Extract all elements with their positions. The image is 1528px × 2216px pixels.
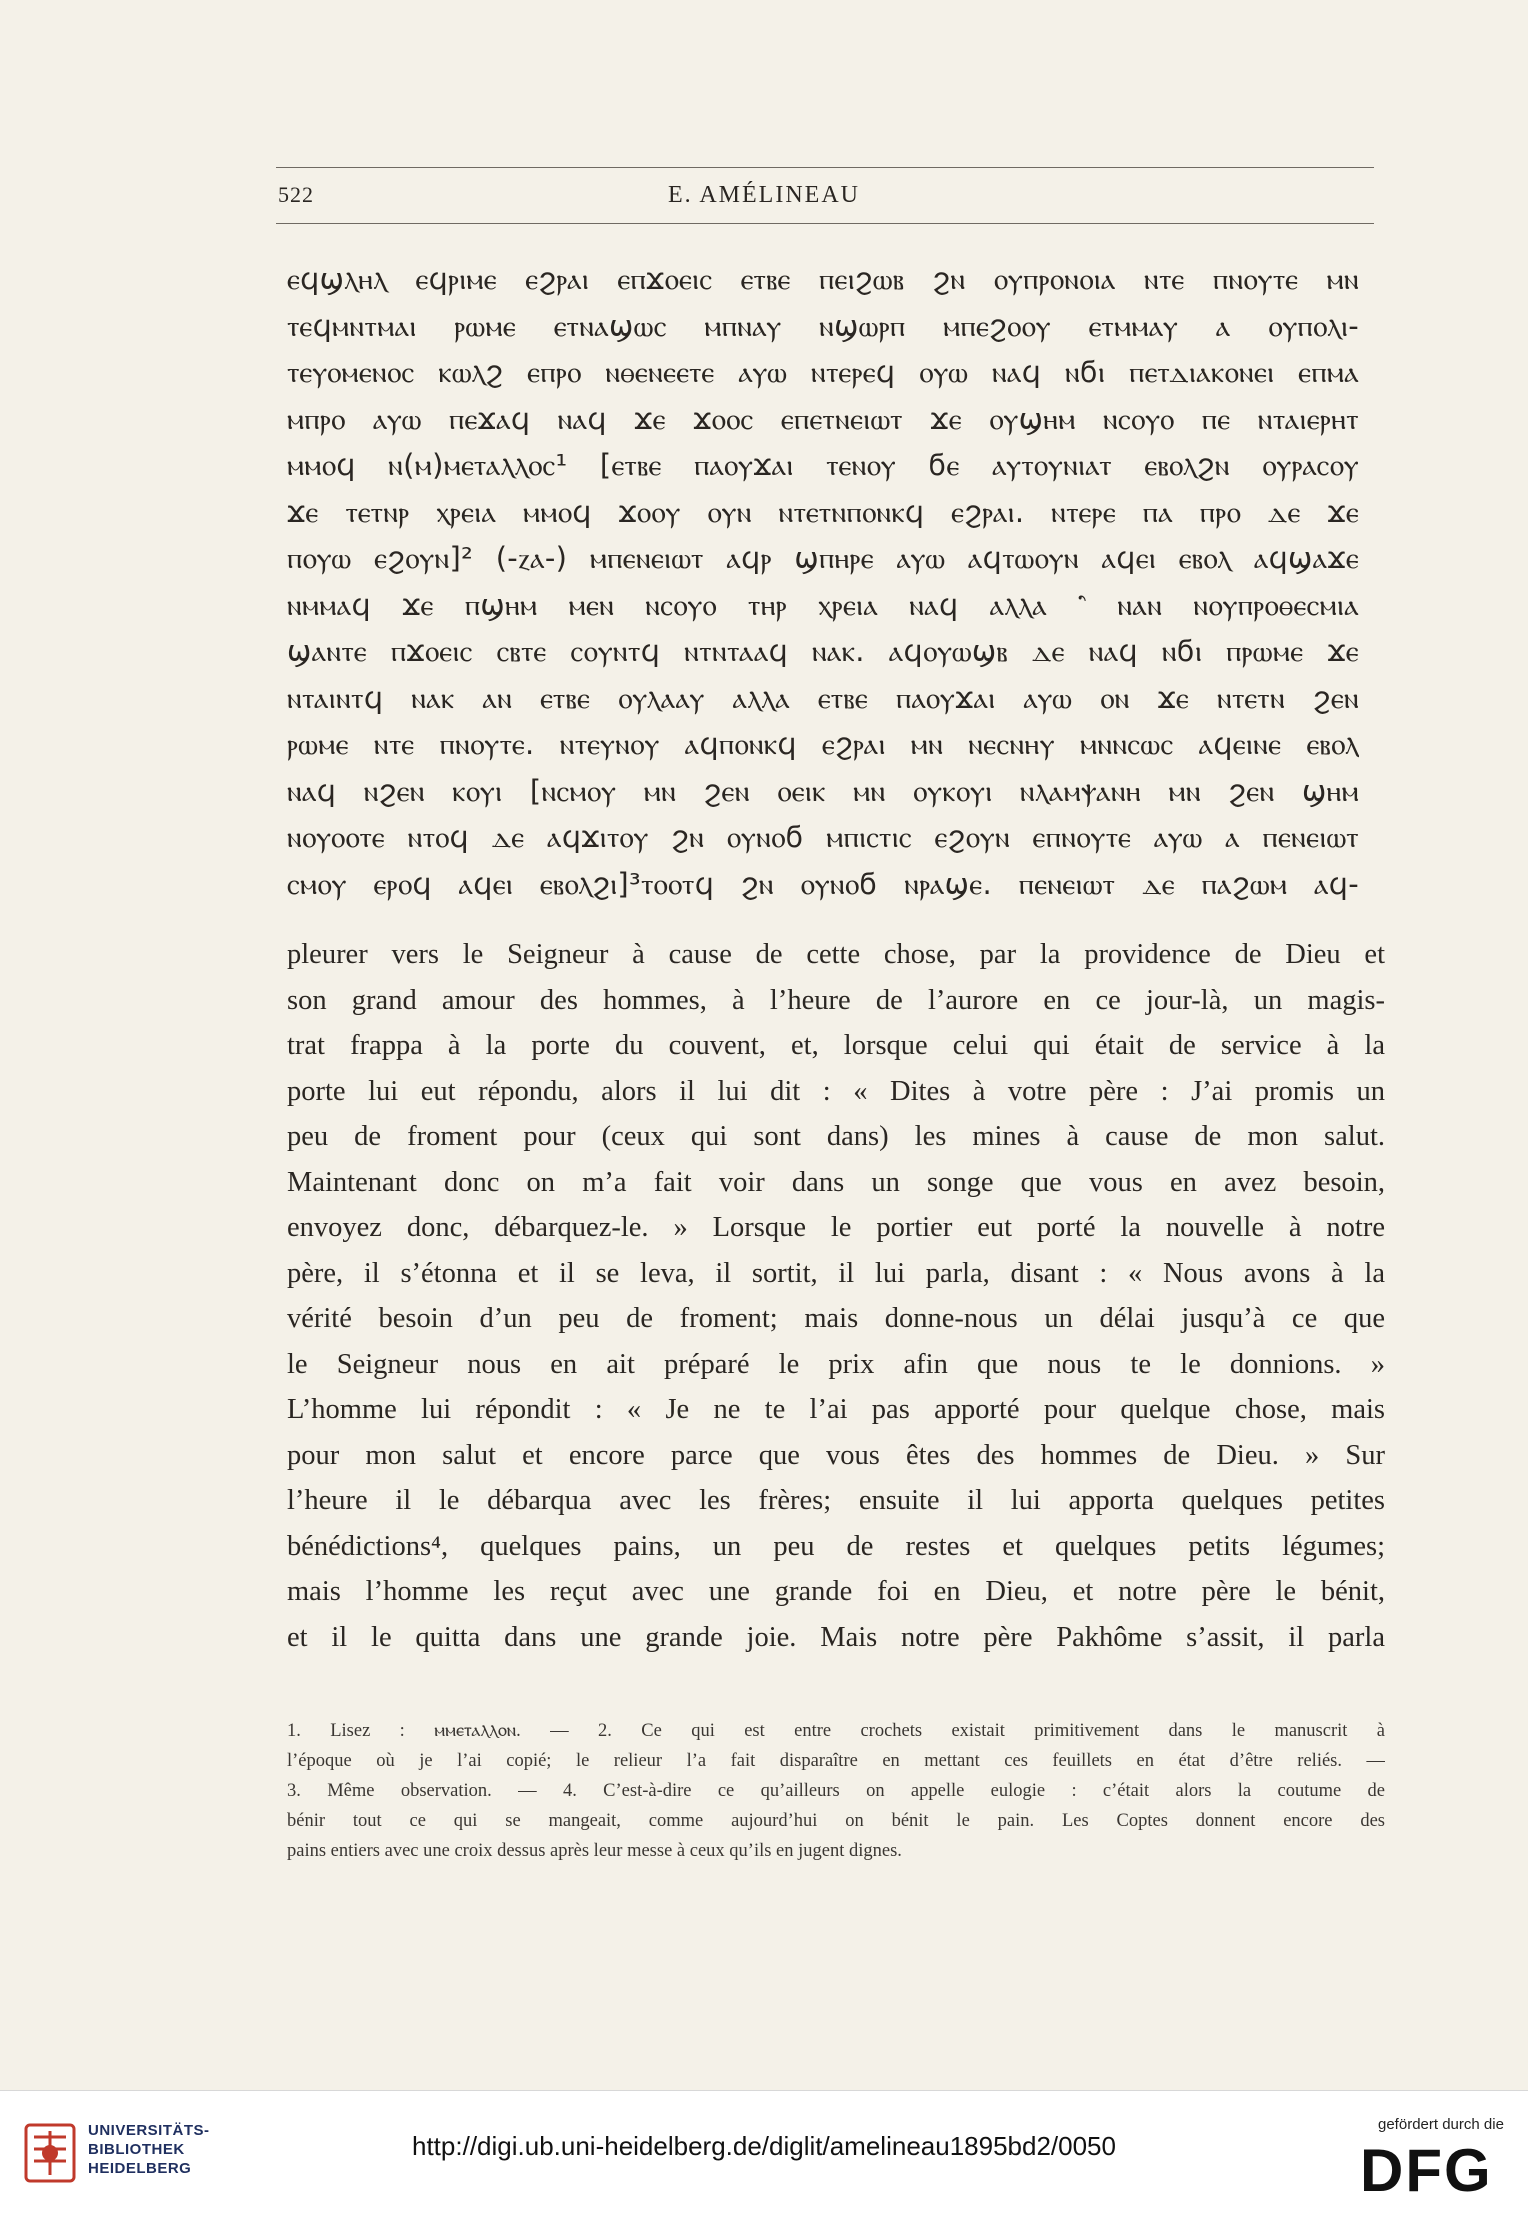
french-line: vérité besoin d’un peu de froment; mais donne-nous un délai jusqu’à ce que — [287, 1303, 1385, 1334]
coptic-line: ⲉϥϣⲗⲏⲗ ⲉϥⲣⲓⲙⲉ ⲉϩⲣⲁⲓ ⲉⲡϫⲟⲉⲓⲥ ⲉⲧⲃⲉ ⲡⲉⲓϩⲱⲃ ϩⲛ ⲟⲩⲡⲣⲟⲛⲟⲓⲁ ⲛⲧⲉ ⲡⲛⲟⲩⲧⲉ ⲙⲛ — [287, 262, 1359, 296]
french-line: son grand amour des hommes, à l’heure de l’aurore en ce jour-là, un magis- — [287, 984, 1385, 1016]
coptic-line: ⲙⲡⲣⲟ ⲁⲩⲱ ⲡⲉϫⲁϥ ⲛⲁϥ ϫⲉ ϫⲟⲟⲥ ⲉⲡⲉⲧⲛⲉⲓⲱⲧ ϫⲉ ⲟⲩϣⲏⲙ ⲛⲥⲟⲩⲟ ⲡⲉ ⲛⲧⲁⲓⲉⲣⲏⲧ — [287, 401, 1359, 436]
french-line: bénédictions⁴, quelques pains, un peu de restes et quelques petits légumes; — [287, 1530, 1385, 1562]
footnote-line: bénir tout ce qui se mangeait, comme aujourd’hui on bénit le pain. Les Coptes donnent encore des — [287, 1811, 1385, 1831]
footnote-line: 3. Même observation. — 4. C’est-à-dire ce qu’ailleurs on appelle eulogie : c’était alors la coutume de — [287, 1781, 1385, 1801]
french-line: porte lui eut répondu, alors il lui dit : « Dites à votre père : J’ai promis un — [287, 1075, 1385, 1107]
coptic-line: ⲙⲙⲟϥ ⲛ(ⲙ)ⲙⲉⲧⲁⲗⲗⲟⲥ¹ [ⲉⲧⲃⲉ ⲡⲁⲟⲩϫⲁⲓ ⲧⲉⲛⲟⲩ ϭⲉ ⲁⲩⲧⲟⲩⲛⲓⲁⲧ ⲉⲃⲟⲗϩⲛ ⲟⲩⲣⲁⲥⲟⲩ — [287, 448, 1359, 482]
institution-line: HEIDELBERG — [88, 2160, 192, 2177]
french-line: le Seigneur nous en ait préparé le prix afin que nous te le donnions. » — [287, 1348, 1385, 1380]
page-number: 522 — [278, 182, 314, 207]
coptic-text-block — [287, 256, 1359, 907]
institution-line: UNIVERSITÄTS- — [88, 2122, 210, 2139]
footnote-line: 1. Lisez : ⲙⲙⲉⲧⲁⲗⲗⲟⲛ. — 2. Ce qui est entre crochets existait primitivement dans le manuscrit à — [287, 1721, 1385, 1741]
header-rule-top — [276, 167, 1374, 168]
institution-line: BIBLIOTHEK — [88, 2141, 185, 2158]
french-line: mais l’homme les reçut avec une grande foi en Dieu, et notre père le bénit, — [287, 1576, 1385, 1607]
coptic-line: ⲣⲱⲙⲉ ⲛⲧⲉ ⲡⲛⲟⲩⲧⲉ. ⲛⲧⲉⲩⲛⲟⲩ ⲁϥⲡⲟⲛⲕϥ ⲉϩⲣⲁⲓ ⲙⲛ ⲛⲉⲥⲛⲏⲩ ⲙⲛⲛⲥⲱⲥ ⲁϥⲉⲓⲛⲉ ⲉⲃⲟⲗ — [287, 727, 1359, 761]
french-line: pleurer vers le Seigneur à cause de cette chose, par la providence de Dieu et — [287, 939, 1385, 970]
coptic-line: ϫⲉ ⲧⲉⲧⲛⲣ ⲭⲣⲉⲓⲁ ⲙⲙⲟϥ ϫⲟⲟⲩ ⲟⲩⲛ ⲛⲧⲉⲧⲛⲡⲟⲛⲕϥ ⲉϩⲣⲁⲓ. ⲛⲧⲉⲣⲉ ⲡⲁ ⲡⲣⲟ ⲇⲉ ϫⲉ — [287, 494, 1359, 529]
french-line: peu de froment pour (ceux qui sont dans) les mines à cause de mon salut. — [287, 1121, 1385, 1152]
french-line: pour mon salut et encore parce que vous êtes des hommes de Dieu. » Sur — [287, 1439, 1385, 1471]
coptic-line: ⲛⲁϥ ⲛϩⲉⲛ ⲕⲟⲩⲓ [ⲛⲥⲙⲟⲩ ⲙⲛ ϩⲉⲛ ⲟⲉⲓⲕ ⲙⲛ ⲟⲩⲕⲟⲩⲓ ⲛⲗⲁⲙⲯⲁⲛⲏ ⲙⲛ ϩⲉⲛ ϣⲏⲙ — [287, 773, 1359, 808]
french-line: l’heure il le débarqua avec les frères; ensuite il lui apporta quelques petites — [287, 1485, 1385, 1516]
viewer-footer — [0, 2090, 1528, 2216]
sponsor-label: gefördert durch die — [1378, 2116, 1504, 2133]
french-line: trat frappa à la porte du couvent, et, lorsque celui qui était de service à la — [287, 1030, 1385, 1061]
header-rule-bottom — [276, 223, 1374, 224]
footnote-line: l’époque où je l’ai copié; le relieur l’a fait disparaître en mettant ces feuillets en état d’être reliés. — — [287, 1751, 1385, 1771]
french-line: envoyez donc, débarquez-le. » Lorsque le portier eut porté la nouvelle à notre — [287, 1212, 1385, 1243]
french-translation — [287, 932, 1385, 1660]
coptic-line: ⲥⲙⲟⲩ ⲉⲣⲟϥ ⲁϥⲉⲓ ⲉⲃⲟⲗϩⲓ]³ⲧⲟⲟⲧϥ ϩⲛ ⲟⲩⲛⲟϭ ⲛⲣⲁϣⲉ. ⲡⲉⲛⲉⲓⲱⲧ ⲇⲉ ⲡⲁϩⲱⲙ ⲁϥ- — [287, 866, 1359, 901]
french-line: Maintenant donc on m’a fait voir dans un songe que vous en avez besoin, — [287, 1166, 1385, 1198]
coptic-line: ⲛⲙⲙⲁϥ ϫⲉ ⲡϣⲏⲙ ⲙⲉⲛ ⲛⲥⲟⲩⲟ ⲧⲏⲣ ⲭⲣⲉⲓⲁ ⲛⲁϥ ⲁⲗⲗⲁ ⳿ ⲛⲁⲛ ⲛⲟⲩⲡⲣⲟⲑⲉⲥⲙⲓⲁ — [287, 587, 1359, 622]
coptic-line: ⲧⲉⲩⲟⲙⲉⲛⲟⲥ ⲕⲱⲗϩ ⲉⲡⲣⲟ ⲛⲑⲉⲛⲉⲉⲧⲉ ⲁⲩⲱ ⲛⲧⲉⲣⲉϥ ⲟⲩⲱ ⲛⲁϥ ⲛϭⲓ ⲡⲉⲧⲇⲓⲁⲕⲟⲛⲉⲓ ⲉⲡⲙⲁ — [287, 355, 1359, 389]
permalink-url[interactable]: http://digi.ub.uni-heidelberg.de/diglit/amelineau1895bd2/0050 — [412, 2131, 1116, 2161]
coptic-line: ⲛⲟⲩⲟⲟⲧⲉ ⲛⲧⲟϥ ⲇⲉ ⲁϥϫⲓⲧⲟⲩ ϩⲛ ⲟⲩⲛⲟϭ ⲙⲡⲓⲥⲧⲓⲥ ⲉϩⲟⲩⲛ ⲉⲡⲛⲟⲩⲧⲉ ⲁⲩⲱ ⲁ ⲡⲉⲛⲉⲓⲱⲧ — [287, 820, 1359, 854]
footnote-line: pains entiers avec une croix dessus après leur messe à ceux qu’ils en jugent dignes. — [287, 1841, 902, 1861]
coptic-line: ⲧⲉϥⲙⲛⲧⲙⲁⲓ ⲣⲱⲙⲉ ⲉⲧⲛⲁϣⲱⲥ ⲙⲡⲛⲁⲩ ⲛϣⲱⲣⲡ ⲙⲡⲉϩⲟⲟⲩ ⲉⲧⲙⲙⲁⲩ ⲁ ⲟⲩⲡⲟⲗⲓ- — [287, 308, 1359, 343]
coptic-line: ⲡⲟⲩⲱ ⲉϩⲟⲩⲛ]² (-ⲍⲁ-) ⲙⲡⲉⲛⲉⲓⲱⲧ ⲁϥⲣ ϣⲡⲏⲣⲉ ⲁⲩⲱ ⲁϥⲧⲱⲟⲩⲛ ⲁϥⲉⲓ ⲉⲃⲟⲗ ⲁϥϣⲁϫⲉ — [287, 541, 1359, 575]
coptic-line: ⲛⲧⲁⲓⲛⲧϥ ⲛⲁⲕ ⲁⲛ ⲉⲧⲃⲉ ⲟⲩⲗⲁⲁⲩ ⲁⲗⲗⲁ ⲉⲧⲃⲉ ⲡⲁⲟⲩϫⲁⲓ ⲁⲩⲱ ⲟⲛ ϫⲉ ⲛⲧⲉⲧⲛ ϩⲉⲛ — [287, 680, 1359, 715]
coptic-line: ϣⲁⲛⲧⲉ ⲡϫⲟⲉⲓⲥ ⲥⲃⲧⲉ ⲥⲟⲩⲛⲧϥ ⲛⲧⲛⲧⲁⲁϥ ⲛⲁⲕ. ⲁϥⲟⲩⲱϣⲃ ⲇⲉ ⲛⲁϥ ⲛϭⲓ ⲡⲣⲱⲙⲉ ϫⲉ — [287, 634, 1359, 668]
french-line: et il le quitta dans une grande joie. Mais notre père Pakhôme s’assit, il parla — [287, 1621, 1385, 1653]
dfg-logo[interactable]: DFG — [1360, 2137, 1493, 2204]
footnotes — [287, 1716, 1385, 1866]
french-line: L’homme lui répondit : « Je ne te l’ai pas apporté pour quelque chose, mais — [287, 1394, 1385, 1425]
french-line: père, il s’étonna et il se leva, il sortit, il lui parla, disant : « Nous avons à la — [287, 1257, 1385, 1289]
running-head: E. AMÉLINEAU — [668, 182, 860, 208]
